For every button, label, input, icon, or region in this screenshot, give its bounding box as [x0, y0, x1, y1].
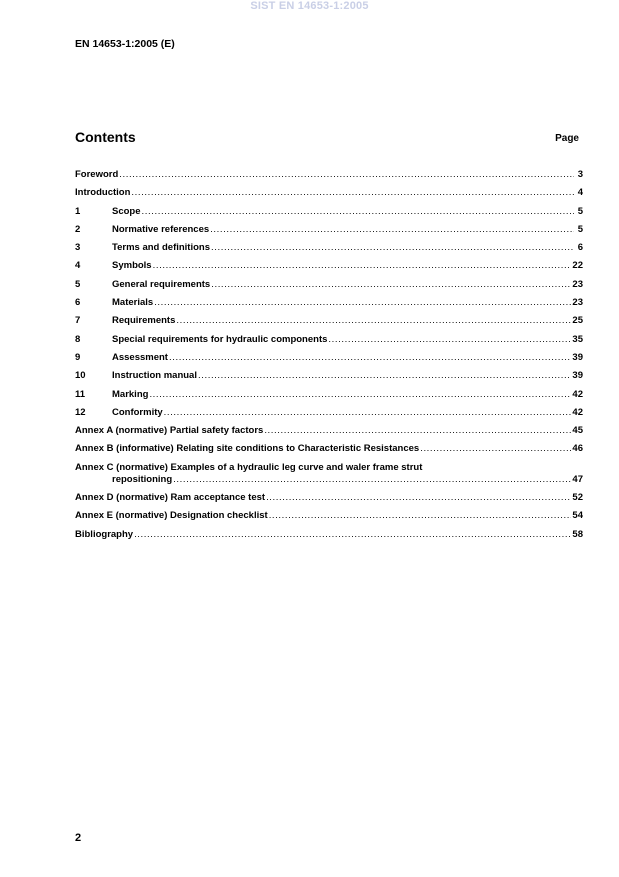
toc-entry-title: Special requirements for hydraulic components: [112, 333, 328, 345]
toc-entry-page: 39: [572, 370, 583, 382]
toc-entry-number: 1: [75, 205, 81, 217]
toc-entry-page: 5: [577, 223, 583, 235]
leader-dots: [173, 474, 571, 486]
toc-entry-annex-b[interactable]: [75, 443, 583, 455]
toc-entry-page: 22: [572, 260, 583, 272]
leader-dots: [134, 529, 571, 541]
toc-entry-page: 25: [572, 315, 583, 327]
toc-entry-requirements[interactable]: [75, 315, 583, 327]
toc-entry-number: 10: [75, 370, 86, 382]
leader-dots: [142, 206, 574, 218]
leader-dots: [211, 279, 571, 291]
toc-entry-number: 2: [75, 223, 81, 235]
toc-entry-page: 42: [572, 406, 583, 418]
leader-dots: [153, 260, 572, 272]
toc-entry-title: Foreword: [75, 169, 119, 180]
toc-entry-title: Requirements: [112, 315, 176, 327]
toc-entry-title: Annex C (normative) Examples of a hydraulic leg curve and waler frame strut: [75, 461, 423, 473]
toc-entry-introduction[interactable]: [75, 187, 583, 199]
toc-entry-title: Materials: [112, 297, 154, 309]
watermark: SIST EN 14653-1:2005: [250, 0, 369, 12]
toc-entry-annex-e[interactable]: [75, 510, 583, 522]
contents-heading: Contents: [75, 129, 136, 145]
toc-entry-special-requirements-hydraulic[interactable]: [75, 334, 583, 346]
page-column-label: Page: [555, 133, 579, 144]
toc-entry-title: Annex A (normative) Partial safety factors: [75, 425, 264, 437]
page-number: 2: [75, 832, 82, 844]
toc-entry-title: Annex D (normative) Ram acceptance test: [75, 492, 266, 504]
toc-entry-page: 35: [572, 333, 583, 345]
toc-entry-title: Marking: [112, 388, 149, 400]
toc-entry-page: 3: [577, 169, 583, 180]
toc-entry-title: Annex B (informative) Relating site conditions to Characteristic Resistances: [75, 443, 420, 455]
toc-entry-title: Symbols: [112, 260, 152, 272]
leader-dots: [269, 510, 572, 522]
toc-entry-title: Introduction: [75, 187, 131, 199]
toc-entry-materials[interactable]: [75, 297, 583, 309]
toc-entry-page: 47: [572, 473, 583, 485]
toc-entry-title: General requirements: [112, 278, 211, 290]
toc-entry-title: Conformity: [112, 406, 163, 418]
toc-entry-page: 23: [572, 297, 583, 309]
toc-entry-annex-a[interactable]: [75, 425, 583, 437]
toc-entry-title: Normative references: [112, 223, 210, 235]
leader-dots: [131, 187, 574, 199]
leader-dots: [264, 425, 571, 437]
leader-dots: [328, 334, 571, 346]
toc-entry-number: 9: [75, 351, 81, 363]
leader-dots: [420, 443, 571, 455]
toc-entry-title: Terms and definitions: [112, 242, 211, 254]
document-id-header: EN 14653-1:2005 (E): [75, 38, 175, 50]
toc-entry-normative-references[interactable]: [75, 224, 583, 236]
leader-dots: [119, 169, 574, 181]
toc-entry-title: Scope: [112, 205, 141, 217]
toc-entry-title: Bibliography: [75, 528, 134, 540]
toc-entry-page: 58: [572, 528, 583, 540]
toc-entry-title: Assessment: [112, 351, 168, 363]
leader-dots: [164, 407, 572, 419]
leader-dots: [211, 242, 574, 254]
toc-entry-page: 52: [572, 492, 583, 504]
toc-entry-conformity[interactable]: [75, 407, 583, 419]
toc-entry-page: 6: [577, 242, 583, 254]
table-of-contents: [75, 169, 583, 547]
toc-entry-page: 45: [572, 425, 583, 437]
toc-entry-annex-c[interactable]: [75, 462, 583, 486]
toc-entry-title: Annex E (normative) Designation checklist: [75, 510, 268, 522]
leader-dots: [198, 370, 571, 382]
toc-entry-number: 4: [75, 260, 81, 272]
toc-entry-scope[interactable]: [75, 206, 583, 218]
toc-entry-page: 23: [572, 278, 583, 290]
toc-entry-title-continued: repositioning: [112, 473, 173, 485]
toc-entry-symbols[interactable]: [75, 260, 583, 272]
toc-entry-foreword[interactable]: [75, 169, 583, 181]
leader-dots: [176, 315, 571, 327]
leader-dots: [169, 352, 571, 364]
leader-dots: [149, 389, 571, 401]
leader-dots: [210, 224, 574, 236]
leader-dots: [266, 492, 571, 504]
leader-dots: [154, 297, 571, 309]
toc-entry-number: 7: [75, 315, 81, 327]
toc-entry-terms-and-definitions[interactable]: [75, 242, 583, 254]
toc-entry-general-requirements[interactable]: [75, 279, 583, 291]
toc-entry-title: Instruction manual: [112, 370, 197, 382]
toc-entry-number: 11: [75, 388, 86, 400]
toc-entry-number: 12: [75, 406, 86, 418]
toc-entry-assessment[interactable]: [75, 352, 583, 364]
toc-entry-number: 5: [75, 278, 81, 290]
toc-entry-page: 39: [572, 351, 583, 363]
toc-entry-page: 42: [572, 388, 583, 400]
toc-entry-page: 54: [572, 510, 583, 522]
toc-entry-bibliography[interactable]: [75, 529, 583, 541]
toc-entry-page: 46: [572, 443, 583, 455]
toc-entry-instruction-manual[interactable]: [75, 370, 583, 382]
toc-entry-annex-d[interactable]: [75, 492, 583, 504]
toc-entry-number: 8: [75, 333, 81, 345]
toc-entry-marking[interactable]: [75, 389, 583, 401]
toc-entry-page: 4: [577, 187, 583, 199]
toc-entry-page: 5: [577, 205, 583, 217]
toc-entry-number: 6: [75, 297, 81, 309]
toc-entry-number: 3: [75, 242, 81, 254]
